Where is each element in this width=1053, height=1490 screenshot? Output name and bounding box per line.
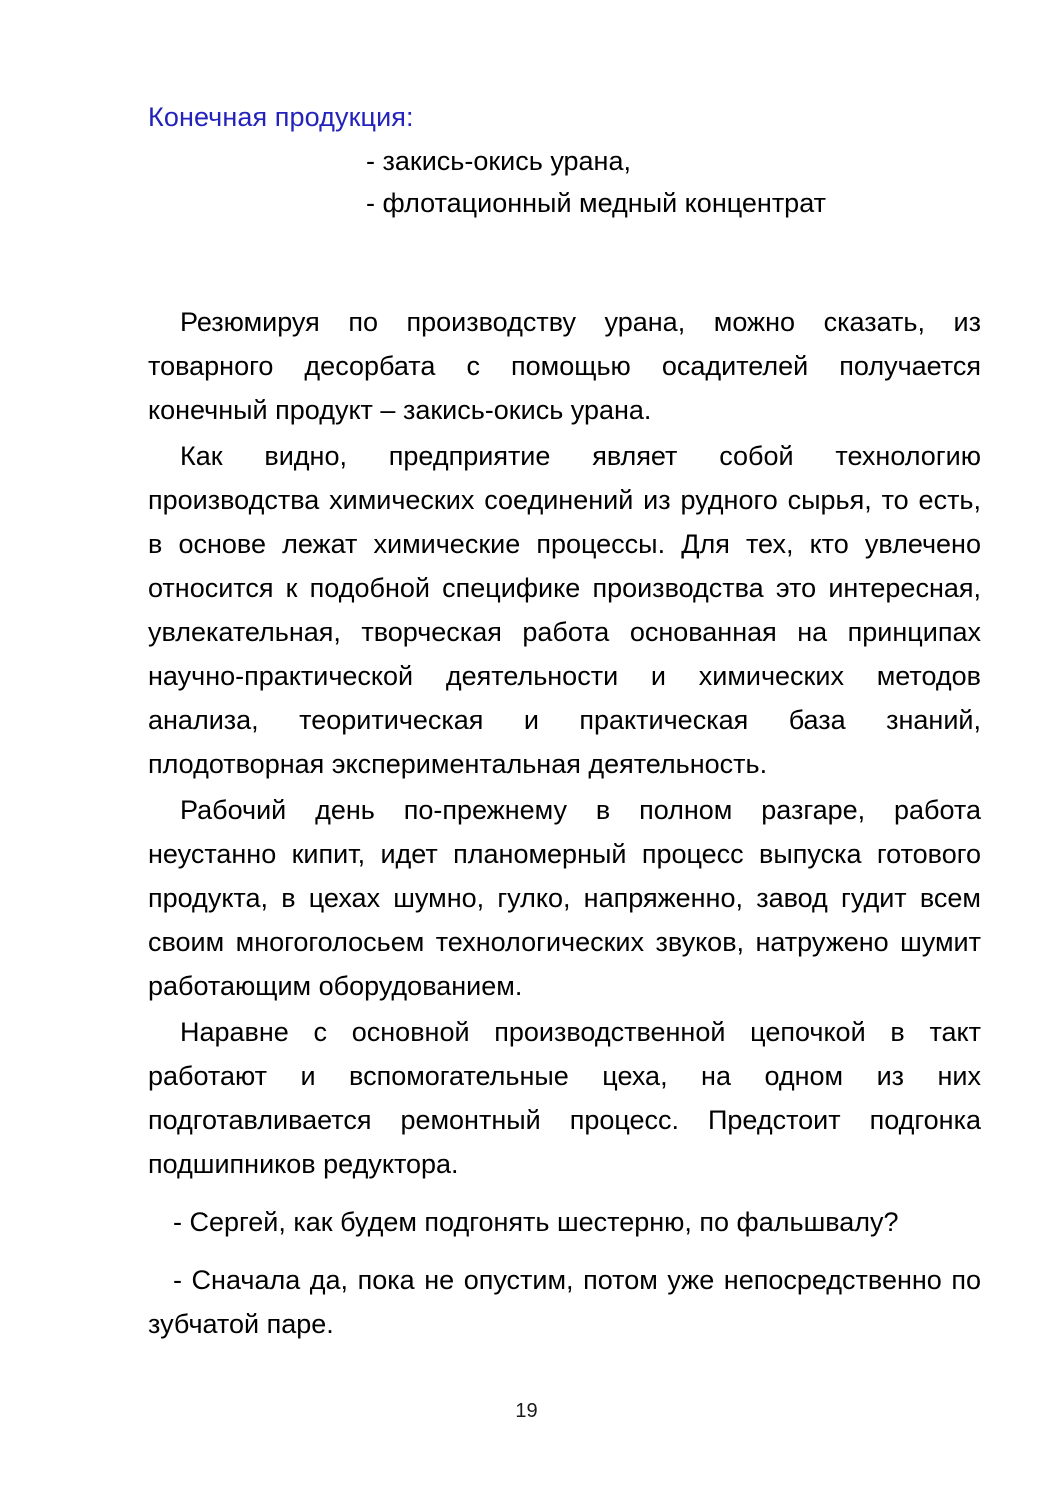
page-number: 19	[515, 1400, 538, 1422]
dialogue-line-2: - Сначала да, пока не опустим, потом уже непосредственно по зубчатой паре.	[148, 1265, 981, 1339]
spacer	[148, 224, 981, 244]
list-item: - закись-окись урана,	[366, 146, 631, 176]
body-paragraph-1: Резюмируя по производству урана, можно сказать, из товарного десорбата с помощью осадителей получается конечный продукт – закись-окись урана.	[148, 307, 981, 425]
page-content	[148, 100, 981, 1346]
body-paragraph-3: Рабочий день по-прежнему в полном разгаре, работа неустанно кипит, идет планомерный процесс выпуска готового продукта, в цехах шумно, гулко, напряженно, завод гудит всем своим многоголосьем технологических звуков, натружено шумит работающим оборудованием.	[148, 795, 981, 1001]
dialogue-line-1: - Сергей, как будем подгонять шестерню, по фальшвалу?	[173, 1207, 899, 1237]
spacer	[148, 1186, 981, 1200]
body-paragraph-4: Наравне с основной производственной цепочкой в такт работают и вспомогательные цеха, на одном из них подготавливается ремонтный процесс. Предстоит подгонка подшипников редуктора.	[148, 1017, 981, 1179]
spacer	[148, 1244, 981, 1258]
list-item: - флотационный медный концентрат	[366, 188, 826, 218]
body-paragraph-2: Как видно, предприятие являет собой технологию производства химических соединений из рудного сырья, то есть, в основе лежат химические процессы. Для тех, кто увлечено относится к подобной специфике производства это интересная, увлекательная, творческая работа основанная на принципах научно-практической деятельности и химических методов анализа, теоритическая и практическая база знаний, плодотворная экспериментальная деятельность.	[148, 441, 981, 779]
spacer	[148, 244, 981, 264]
final-products-list	[148, 140, 981, 224]
section-heading: Конечная продукция:	[148, 102, 414, 132]
